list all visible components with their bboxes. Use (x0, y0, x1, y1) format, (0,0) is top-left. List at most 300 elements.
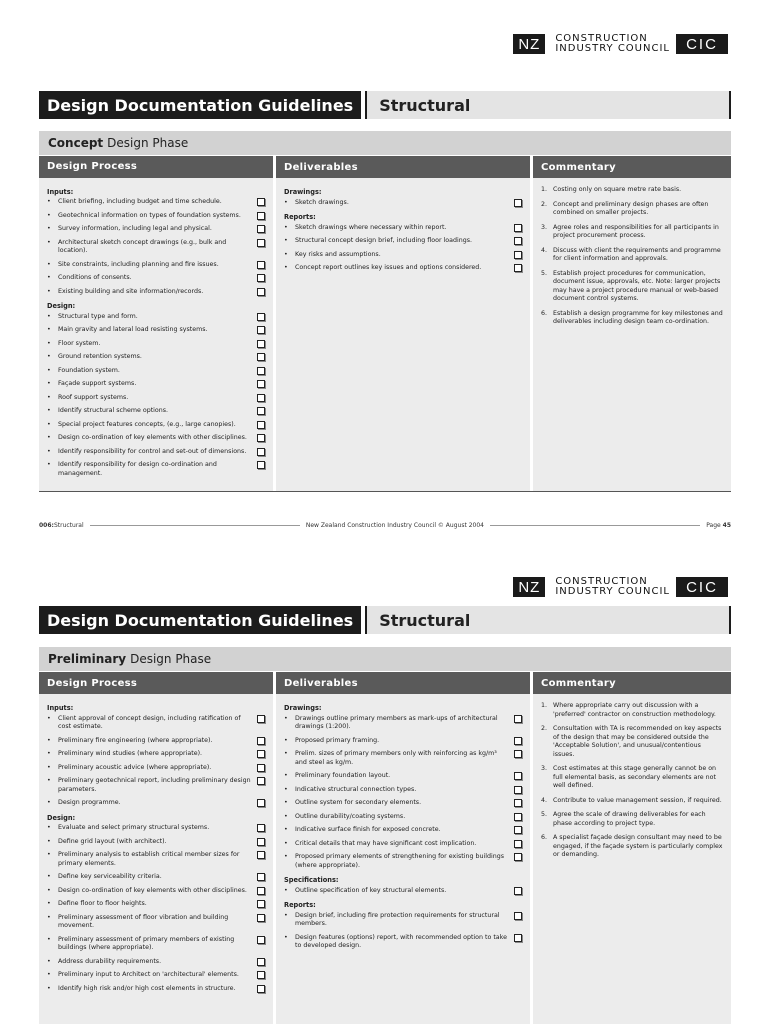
checklist-item (284, 264, 522, 273)
section-heading: Drawings: (284, 704, 322, 712)
design-process-column (39, 156, 273, 491)
checklist-item (284, 912, 522, 929)
bullet: • (47, 407, 51, 414)
column-header: Deliverables (276, 156, 530, 180)
checklist-item (47, 448, 265, 457)
bullet: • (47, 851, 51, 858)
checklist-item-text: Structural concept design brief, including floor loadings. (295, 237, 473, 244)
bullet: • (284, 250, 288, 258)
checklist-item-text: Outline system for secondary elements. (295, 799, 422, 806)
checkbox[interactable] (257, 838, 265, 846)
deliverables-column (276, 156, 530, 491)
checklist-item (47, 764, 265, 773)
checkbox[interactable] (514, 264, 522, 272)
checklist-item (284, 934, 522, 951)
checklist-item-text: Structural type and form. (58, 312, 138, 320)
checklist-item-text: Address durability requirements. (58, 957, 162, 965)
cic-logo (513, 34, 728, 54)
page-title: Design Documentation Guidelines (39, 91, 361, 119)
checklist-item (47, 461, 265, 478)
checklist-item-text: Preliminary wind studies (where appropriate). (58, 750, 203, 757)
checklist-item (47, 715, 265, 732)
section-heading: Reports: (284, 901, 316, 909)
item-number: 4. (541, 246, 548, 254)
section-heading: Design: (47, 302, 76, 310)
checkbox[interactable] (257, 799, 265, 807)
commentary-text: Costing only on square metre rate basis. (553, 186, 682, 193)
checkbox[interactable] (514, 934, 522, 942)
checklist-item-text: Define grid layout (with architect). (58, 837, 167, 845)
checklist-item-text: Identify high risk and/or high cost elements in structure. (58, 984, 236, 992)
checklist-item (284, 224, 522, 233)
commentary-item (541, 765, 723, 791)
checkbox[interactable] (257, 421, 265, 429)
commentary-item (541, 310, 723, 327)
commentary-item (541, 201, 723, 218)
item-number: 1. (541, 186, 548, 193)
bullet: • (47, 971, 51, 978)
checklist-item (284, 840, 522, 849)
phase-header (39, 647, 731, 671)
checklist-item-text: Preliminary assessment of primary members of existing buildings (where appropriate). (58, 935, 235, 951)
bullet: • (47, 763, 51, 771)
checklist-item-text: Outline specification of key structural elements. (295, 886, 447, 894)
checkbox[interactable] (257, 971, 265, 979)
checklist-item-text: Design co-ordination of key elements with other disciplines. (58, 434, 247, 441)
bullet: • (47, 750, 51, 757)
checklist-item-text: Roof support systems. (58, 393, 129, 401)
column-header: Design Process (39, 672, 273, 696)
commentary-text: Establish project procedures for communication, document issue, approvals, etc. Note: larger projects may have a project procedure manual or web-based document control systems. (553, 269, 721, 302)
checklist-item-text: Identify structural scheme options. (58, 407, 169, 414)
checklist-item-text: Ground retention systems. (58, 353, 142, 360)
checkbox[interactable] (514, 799, 522, 807)
checklist-item (47, 887, 265, 896)
checklist-item (47, 274, 265, 283)
checklist-item (284, 251, 522, 260)
checklist-item (284, 750, 522, 767)
checklist-item (47, 367, 265, 376)
item-number: 4. (541, 796, 548, 804)
checkbox[interactable] (257, 764, 265, 772)
checklist-item-text: Client approval of concept design, including ratification of cost estimate. (58, 714, 241, 730)
page-title: Design Documentation Guidelines (39, 606, 361, 634)
checklist-item-text: Foundation system. (58, 366, 120, 374)
item-number: 6. (541, 834, 548, 841)
checklist-item (47, 737, 265, 746)
commentary-column (533, 672, 731, 1024)
checkbox[interactable] (257, 914, 265, 922)
commentary-column (533, 156, 731, 491)
checklist-item (47, 824, 265, 833)
logo-line1: CONSTRUCTION (555, 33, 648, 44)
checklist-item (47, 340, 265, 349)
bullet: • (284, 198, 288, 206)
bullet: • (284, 911, 288, 919)
checklist-item-text: Preliminary assessment of floor vibration and building movement. (58, 913, 229, 929)
checkbox[interactable] (257, 900, 265, 908)
checklist-item-text: Define key serviceability criteria. (58, 873, 162, 880)
bullet: • (47, 837, 51, 845)
checklist-item (47, 851, 265, 868)
checklist-item (47, 288, 265, 297)
checkbox[interactable] (257, 274, 265, 282)
checklist-item-text: Geotechnical information on types of foundation systems. (58, 211, 241, 219)
title-bar (39, 606, 731, 634)
bullet: • (47, 353, 51, 360)
checklist-item (47, 958, 265, 967)
checkbox[interactable] (257, 750, 265, 758)
checklist-item-text: Define floor to floor heights. (58, 900, 147, 907)
commentary-text: Discuss with client the requirements and programme for client information and approvals. (553, 246, 721, 262)
bullet: • (47, 900, 51, 907)
checkbox[interactable] (514, 224, 522, 232)
bullet: • (47, 198, 51, 205)
commentary-item (541, 797, 723, 806)
bullet: • (284, 714, 288, 722)
logo-cic: CIC (676, 34, 728, 54)
bullet: • (47, 461, 51, 468)
checklist-item-text: Critical details that may have significant cost implication. (295, 839, 477, 847)
checkbox[interactable] (514, 199, 522, 207)
commentary-text: Consultation with TA is recommended on key aspects of the design that may be considered outside the 'Acceptable Solution', and unusual/contentious issues. (553, 725, 722, 758)
checklist-item (47, 198, 265, 207)
checkbox[interactable] (257, 407, 265, 415)
checkbox[interactable] (514, 715, 522, 723)
bullet: • (284, 933, 288, 941)
checklist-item-text: Identify responsibility for design co-ordination and management. (58, 461, 217, 477)
commentary-item (541, 702, 723, 719)
checkbox[interactable] (257, 367, 265, 375)
bullet: • (47, 238, 51, 246)
bullet: • (47, 287, 51, 295)
commentary-text: A specialist façade design consultant may need to be engaged, if the façade system is particularly complex or demanding. (553, 834, 723, 858)
checkbox[interactable] (257, 461, 265, 469)
deliverables-column (276, 672, 530, 1024)
checkbox[interactable] (514, 813, 522, 821)
commentary-item (541, 247, 723, 264)
logo-text (545, 577, 676, 597)
checklist-item-text: Preliminary fire engineering (where appropriate). (58, 736, 213, 744)
checklist-item-text: Existing building and site information/records. (58, 287, 204, 295)
checkbox[interactable] (257, 715, 265, 723)
bullet: • (47, 799, 51, 806)
checkbox[interactable] (257, 851, 265, 859)
checkbox[interactable] (514, 853, 522, 861)
bullet: • (284, 826, 288, 833)
bullet: • (47, 312, 51, 320)
commentary-text: Establish a design programme for key milestones and deliverables including design team co-ordination. (553, 309, 723, 325)
checklist-item (47, 799, 265, 808)
checkbox[interactable] (514, 737, 522, 745)
checklist-item (47, 777, 265, 794)
logo-nz: NZ (513, 34, 545, 54)
bullet: • (47, 777, 51, 784)
bullet: • (284, 785, 288, 793)
commentary-text: Where appropriate carry out discussion with a 'preferred' contractor on construction methodology. (553, 702, 716, 718)
checklist-item (47, 407, 265, 416)
checkbox[interactable] (514, 237, 522, 245)
checkbox[interactable] (514, 786, 522, 794)
footer-section: 006:Structural (39, 522, 84, 529)
checklist-item (47, 212, 265, 221)
section-heading: Inputs: (47, 187, 74, 196)
bullet: • (47, 736, 51, 744)
bullet: • (284, 264, 288, 271)
item-number: 2. (541, 200, 548, 208)
bullet: • (47, 260, 51, 268)
bullet: • (47, 957, 51, 965)
logo-line2: INDUSTRY COUNCIL (555, 43, 670, 54)
checkbox[interactable] (257, 985, 265, 993)
bullet: • (47, 339, 51, 347)
checkbox[interactable] (257, 936, 265, 944)
phase-header (39, 131, 731, 155)
checklist-item (47, 914, 265, 931)
phase-name: Concept (48, 136, 104, 150)
checklist-item (47, 261, 265, 270)
page-footer (39, 522, 731, 529)
bullet: • (47, 935, 51, 943)
checklist-item (47, 971, 265, 980)
checkbox[interactable] (514, 840, 522, 848)
checklist-item-text: Client briefing, including budget and time schedule. (58, 198, 222, 205)
checklist-item-text: Design co-ordination of key elements with other disciplines. (58, 886, 247, 894)
checklist-item (284, 737, 522, 746)
checklist-item-text: Concept report outlines key issues and options considered. (295, 264, 482, 271)
commentary-text: Agree the scale of drawing deliverables for each phase according to project type. (553, 811, 706, 827)
checklist-item-text: Outline durability/coating systems. (295, 812, 406, 820)
checklist-item-text: Indicative structural connection types. (295, 785, 417, 793)
checklist-item (47, 326, 265, 335)
item-number: 6. (541, 309, 548, 317)
item-number: 1. (541, 702, 548, 709)
checklist-item-text: Façade support systems. (58, 380, 137, 387)
checkbox[interactable] (257, 873, 265, 881)
section-heading: Drawings: (284, 188, 322, 196)
commentary-text: Contribute to value management session, if required. (553, 796, 722, 804)
checklist-item-text: Design programme. (58, 799, 121, 806)
commentary-item (541, 224, 723, 241)
section-heading: Inputs: (47, 704, 74, 712)
checkbox[interactable] (257, 198, 265, 206)
checkbox[interactable] (257, 225, 265, 233)
checkbox[interactable] (257, 777, 265, 785)
checklist-item (284, 853, 522, 870)
item-number: 3. (541, 765, 548, 772)
section-heading: Reports: (284, 213, 316, 221)
column-header: Deliverables (276, 672, 530, 696)
cic-logo (513, 577, 728, 597)
bullet: • (47, 326, 51, 333)
checklist-item (284, 237, 522, 246)
commentary-text: Cost estimates at this stage generally cannot be on full elemental basis, as secondary elements are not well defined. (553, 765, 717, 789)
checklist-item (47, 421, 265, 430)
checklist-item (47, 394, 265, 403)
bullet: • (47, 913, 51, 921)
checklist-item (47, 353, 265, 362)
checklist-item-text: Evaluate and select primary structural systems. (58, 824, 210, 831)
checkbox[interactable] (257, 239, 265, 247)
checklist-item (47, 985, 265, 994)
checkbox[interactable] (257, 288, 265, 296)
checkbox[interactable] (514, 251, 522, 259)
item-number: 5. (541, 811, 548, 818)
checklist-item-text: Conditions of consents. (58, 274, 132, 281)
checklist-item-text: Sketch drawings. (295, 198, 349, 206)
logo-line1: CONSTRUCTION (555, 576, 648, 587)
checklist-item (284, 715, 522, 732)
checkbox[interactable] (514, 887, 522, 895)
phase-label: Design Phase (107, 136, 189, 150)
checkbox[interactable] (257, 887, 265, 895)
footer-page: Page 45 (706, 522, 732, 529)
checklist-item (47, 434, 265, 443)
checklist-item-text: Preliminary input to Architect on 'architectural' elements. (58, 971, 239, 978)
checklist-item (47, 900, 265, 909)
checklist-item-text: Architectural sketch concept drawings (e.g., bulk and location). (58, 238, 227, 254)
footer-copyright: New Zealand Construction Industry Council © August 2004 (305, 522, 484, 529)
checklist-item (284, 887, 522, 896)
checkbox[interactable] (514, 826, 522, 834)
checklist-item-text: Design features (options) report, with recommended option to take to developed design. (295, 933, 507, 949)
design-process-column (39, 672, 273, 1024)
checkbox[interactable] (257, 313, 265, 321)
phase-label: Design Phase (130, 652, 212, 666)
checkbox[interactable] (257, 212, 265, 220)
bullet: • (284, 839, 288, 847)
item-number: 5. (541, 269, 548, 277)
checklist-item (47, 225, 265, 234)
section-heading: Specifications: (284, 876, 339, 884)
bullet: • (47, 225, 51, 232)
title-bar (39, 91, 731, 119)
checkbox[interactable] (514, 750, 522, 758)
bullet: • (47, 393, 51, 401)
checkbox[interactable] (257, 261, 265, 269)
bullet: • (284, 886, 288, 894)
preliminary-table (39, 672, 731, 1024)
checklist-item-text: Proposed primary framing. (295, 736, 380, 744)
commentary-text: Concept and preliminary design phases are often combined on smaller projects. (553, 200, 709, 216)
bullet: • (47, 211, 51, 219)
column-header: Design Process (39, 156, 273, 180)
checkbox[interactable] (514, 772, 522, 780)
checklist-item-text: Preliminary analysis to establish critical member sizes for primary elements. (58, 851, 240, 867)
checklist-item-text: Floor system. (58, 339, 101, 347)
checkbox[interactable] (257, 394, 265, 402)
checklist-item (47, 750, 265, 759)
bullet: • (284, 799, 288, 806)
checklist-item (47, 239, 265, 256)
commentary-item (541, 811, 723, 828)
checklist-item-text: Main gravity and lateral load resisting systems. (58, 326, 208, 333)
bullet: • (284, 750, 288, 757)
bullet: • (47, 447, 51, 455)
logo-cic: CIC (676, 577, 728, 597)
checklist-item-text: Drawings outline primary members as mark-ups of architectural drawings (1:200). (295, 714, 498, 730)
bullet: • (47, 984, 51, 992)
section-heading: Design: (47, 813, 76, 822)
checklist-item-text: Preliminary foundation layout. (295, 772, 391, 779)
column-header: Commentary (533, 156, 731, 180)
checkbox[interactable] (257, 380, 265, 388)
page-subtitle: Structural (367, 606, 731, 634)
bullet: • (47, 434, 51, 441)
commentary-item (541, 834, 723, 860)
checklist-item-text: Design brief, including fire protection requirements for structural members. (295, 911, 500, 927)
bullet: • (47, 873, 51, 880)
checklist-item-text: Indicative surface finish for exposed concrete. (295, 826, 441, 833)
bullet: • (284, 853, 288, 860)
logo-nz: NZ (513, 577, 545, 597)
checklist-item-text: Special project features concepts, (e.g., large canopies). (58, 420, 236, 428)
checklist-item-text: Survey information, including legal and physical. (58, 225, 212, 232)
page-subtitle: Structural (367, 91, 731, 119)
checklist-item (284, 799, 522, 808)
checkbox[interactable] (257, 434, 265, 442)
checkbox[interactable] (514, 912, 522, 920)
bullet: • (284, 237, 288, 244)
checklist-item (284, 786, 522, 795)
checklist-item (47, 873, 265, 882)
item-number: 3. (541, 223, 548, 231)
checkbox[interactable] (257, 326, 265, 334)
checkbox[interactable] (257, 340, 265, 348)
item-number: 2. (541, 725, 548, 732)
checklist-item-text: Identify responsibility for control and set-out of dimensions. (58, 447, 247, 455)
checkbox[interactable] (257, 737, 265, 745)
bullet: • (47, 380, 51, 387)
checklist-item (284, 813, 522, 822)
checklist-item-text: Preliminary acoustic advice (where appropriate). (58, 763, 212, 771)
checklist-item-text: Key risks and assumptions. (295, 250, 381, 258)
bullet: • (47, 274, 51, 281)
bullet: • (47, 714, 51, 722)
checkbox[interactable] (257, 824, 265, 832)
checklist-item (284, 772, 522, 781)
commentary-item (541, 725, 723, 759)
bullet: • (284, 772, 288, 779)
bullet: • (284, 736, 288, 744)
checkbox[interactable] (257, 958, 265, 966)
checklist-item-text: Preliminary geotechnical report, including preliminary design parameters. (58, 777, 251, 793)
commentary-text: Agree roles and responsibilities for all participants in project procurement process. (553, 223, 719, 239)
checklist-item-text: Proposed primary elements of strengthening for existing buildings (where appropriate). (295, 853, 504, 869)
bullet: • (47, 886, 51, 894)
bullet: • (47, 824, 51, 831)
checklist-item-text: Prelim. sizes of primary members only with reinforcing as kg/m³ and steel as kg/m. (295, 750, 497, 766)
checklist-item (47, 936, 265, 953)
phase-name: Preliminary (48, 652, 127, 666)
checklist-item (284, 199, 522, 208)
bullet: • (284, 223, 288, 231)
checklist-item (47, 380, 265, 389)
column-header: Commentary (533, 672, 731, 696)
logo-text (545, 34, 676, 54)
checklist-item-text: Site constraints, including planning and fire issues. (58, 260, 219, 268)
concept-table (39, 156, 731, 492)
checkbox[interactable] (257, 448, 265, 456)
checkbox[interactable] (257, 353, 265, 361)
checklist-item (47, 313, 265, 322)
checklist-item (284, 826, 522, 835)
commentary-item (541, 186, 723, 195)
checklist-item-text: Sketch drawings where necessary within report. (295, 223, 447, 231)
checklist-item (47, 838, 265, 847)
bullet: • (284, 812, 288, 820)
commentary-item (541, 270, 723, 304)
